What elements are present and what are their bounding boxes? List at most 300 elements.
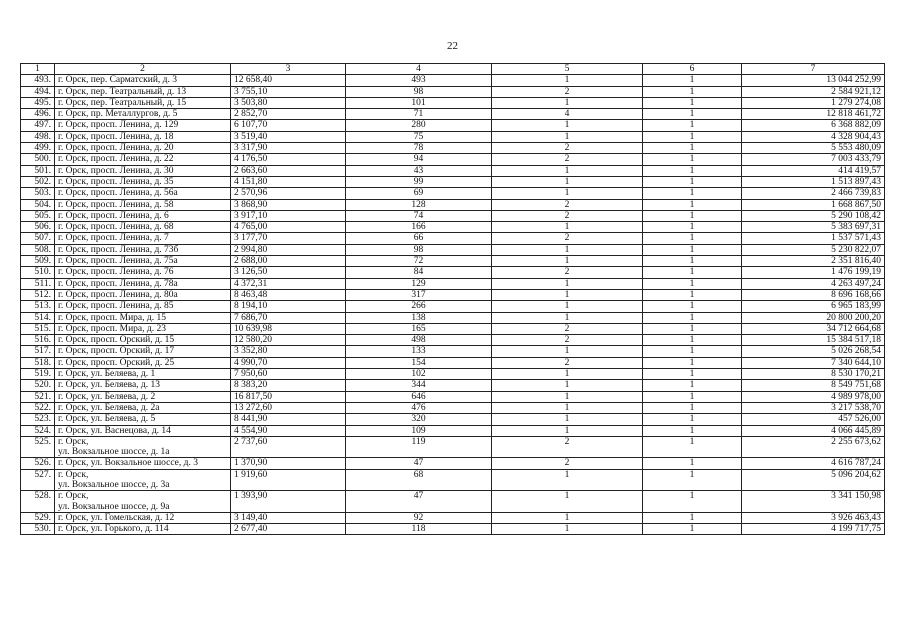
cost-cell: 5 553 480,09 [742,143,885,154]
apartments-cell: 109 [346,425,492,436]
table-row [21,335,885,346]
cost-cell: 4 328 904,43 [742,131,885,142]
table-row [21,199,885,210]
cost-cell: 5 026 268,54 [742,346,885,357]
table-row [21,75,885,86]
area-cell: 8 463,48 [231,289,346,300]
column-6-cell: 1 [643,199,742,210]
cost-cell: 8 530 170,21 [742,369,885,380]
cost-cell: 1 537 571,43 [742,233,885,244]
cost-cell: 2 255 673,62 [742,436,885,458]
cost-cell: 457 526,00 [742,414,885,425]
area-cell: 10 639,98 [231,323,346,334]
row-number-cell: 504. [21,199,55,210]
row-number-cell: 513. [21,301,55,312]
cost-cell: 5 096 204,62 [742,469,885,491]
area-cell: 1 393,90 [231,491,346,513]
table-row [21,233,885,244]
table-row [21,143,885,154]
address-cell: г. Орск, просп. Ленина, д. 75а [55,256,231,267]
cost-cell: 34 712 664,68 [742,323,885,334]
cost-cell: 3 926 463,43 [742,512,885,523]
column-header: 6 [643,64,742,75]
address-cell: г. Орск, просп. Ленина, д. 85 [55,301,231,312]
table-row [21,131,885,142]
address-cell: г. Орск, пер. Театральный, д. 15 [55,97,231,108]
column-5-cell: 1 [492,278,643,289]
column-header: 1 [21,64,55,75]
table-row [21,512,885,523]
area-cell: 8 383,20 [231,380,346,391]
column-5-cell: 4 [492,109,643,120]
apartments-cell: 47 [346,458,492,469]
area-cell: 3 352,80 [231,346,346,357]
column-6-cell: 1 [643,312,742,323]
address-cell [55,436,231,458]
area-cell: 8 441,90 [231,414,346,425]
column-5-cell: 2 [492,143,643,154]
area-cell: 2 688,00 [231,256,346,267]
apartments-cell: 98 [346,244,492,255]
row-number-cell: 525. [21,436,55,458]
column-6-cell: 1 [643,369,742,380]
column-6-cell: 1 [643,458,742,469]
column-header: 7 [742,64,885,75]
row-number-cell: 527. [21,469,55,491]
cost-cell: 2 351 816,40 [742,256,885,267]
row-number-cell: 507. [21,233,55,244]
apartments-cell: 74 [346,210,492,221]
cost-cell: 20 800 200,20 [742,312,885,323]
apartments-cell: 101 [346,97,492,108]
address-cell: г. Орск, просп. Ленина, д. 129 [55,120,231,131]
cost-cell: 8 549 751,68 [742,380,885,391]
table-row [21,210,885,221]
apartments-cell: 266 [346,301,492,312]
column-5-cell: 2 [492,86,643,97]
apartments-cell: 98 [346,86,492,97]
area-cell: 13 272,60 [231,402,346,413]
address-line-1: г. Орск, [58,491,89,502]
apartments-cell: 66 [346,233,492,244]
address-cell: г. Орск, просп. Ленина, д. 76 [55,267,231,278]
apartments-cell: 133 [346,346,492,357]
address-cell: г. Орск, ул. Беляева, д. 2а [55,402,231,413]
table-row [21,312,885,323]
column-6-cell: 1 [643,176,742,187]
table-row [21,86,885,97]
apartments-cell: 138 [346,312,492,323]
table-row [21,425,885,436]
column-5-cell: 1 [492,346,643,357]
column-6-cell: 1 [643,131,742,142]
cost-cell: 4 066 445,89 [742,425,885,436]
column-6-cell: 1 [643,210,742,221]
area-cell: 7 950,60 [231,369,346,380]
row-number-cell: 509. [21,256,55,267]
column-5-cell: 1 [492,402,643,413]
row-number-cell: 524. [21,425,55,436]
apartments-cell: 84 [346,267,492,278]
address-cell: г. Орск, просп. Ленина, д. 35 [55,176,231,187]
row-number-cell: 508. [21,244,55,255]
address-cell: г. Орск, пер. Театральный, д. 13 [55,86,231,97]
row-number-cell: 499. [21,143,55,154]
column-header: 3 [231,64,346,75]
area-cell: 12 580,20 [231,335,346,346]
area-cell: 3 317,90 [231,143,346,154]
column-5-cell: 2 [492,210,643,221]
column-6-cell: 1 [643,357,742,368]
area-cell: 2 852,70 [231,109,346,120]
area-cell: 6 107,70 [231,120,346,131]
table-row [21,469,885,491]
apartments-cell: 78 [346,143,492,154]
row-number-cell: 493. [21,75,55,86]
row-number-cell: 514. [21,312,55,323]
column-6-cell: 1 [643,512,742,523]
cost-cell: 7 340 644,10 [742,357,885,368]
row-number-cell: 506. [21,222,55,233]
area-cell: 4 554,90 [231,425,346,436]
column-5-cell: 2 [492,458,643,469]
column-6-cell: 1 [643,267,742,278]
column-5-cell: 1 [492,425,643,436]
address-line-2: ул. Вокзальное шоссе, д. 3а [58,479,170,490]
column-6-cell: 1 [643,120,742,131]
address-cell [55,469,231,491]
column-5-cell: 1 [492,75,643,86]
column-6-cell: 1 [643,109,742,120]
address-cell: г. Орск, ул. Вокзальное шоссе, д. 3 [55,458,231,469]
column-6-cell: 1 [643,244,742,255]
address-cell: г. Орск, ул. Васнецова, д. 14 [55,425,231,436]
column-5-cell: 2 [492,436,643,458]
apartments-cell: 344 [346,380,492,391]
cost-cell: 3 217 538,70 [742,402,885,413]
column-6-cell: 1 [643,436,742,458]
table-row [21,491,885,513]
address-cell: г. Орск, просп. Ленина, д. 68 [55,222,231,233]
column-6-cell: 1 [643,233,742,244]
row-number-cell: 528. [21,491,55,513]
table-row [21,278,885,289]
row-number-cell: 494. [21,86,55,97]
row-number-cell: 516. [21,335,55,346]
row-number-cell: 518. [21,357,55,368]
row-number-cell: 510. [21,267,55,278]
area-cell: 3 126,50 [231,267,346,278]
column-5-cell: 1 [492,97,643,108]
area-cell: 3 149,40 [231,512,346,523]
row-number-cell: 530. [21,524,55,535]
table-row [21,301,885,312]
row-number-cell: 517. [21,346,55,357]
table-body [21,75,885,535]
table-row [21,154,885,165]
column-6-cell: 1 [643,301,742,312]
address-cell: г. Орск, просп. Ленина, д. 20 [55,143,231,154]
cost-cell: 5 230 822,07 [742,244,885,255]
column-5-cell: 1 [492,369,643,380]
row-number-cell: 511. [21,278,55,289]
address-cell: г. Орск, ул. Беляева, д. 13 [55,380,231,391]
apartments-cell: 71 [346,109,492,120]
column-5-cell: 1 [492,256,643,267]
column-6-cell: 1 [643,86,742,97]
column-6-cell: 1 [643,165,742,176]
address-cell [55,491,231,513]
apartments-cell: 102 [346,369,492,380]
table-row [21,289,885,300]
area-cell: 2 663,60 [231,165,346,176]
row-number-cell: 502. [21,176,55,187]
column-6-cell: 1 [643,256,742,267]
column-5-cell: 2 [492,323,643,334]
area-cell: 7 686,70 [231,312,346,323]
cost-cell: 7 003 433,79 [742,154,885,165]
column-6-cell: 1 [643,97,742,108]
column-5-cell: 1 [492,244,643,255]
table-row [21,369,885,380]
apartments-cell: 128 [346,199,492,210]
cost-cell: 1 513 897,43 [742,176,885,187]
address-line-1: г. Орск, [58,469,89,480]
cost-cell: 2 466 739,83 [742,188,885,199]
row-number-cell: 501. [21,165,55,176]
apartments-cell: 119 [346,436,492,458]
row-number-cell: 522. [21,402,55,413]
column-header: 2 [55,64,231,75]
area-cell: 3 755,10 [231,86,346,97]
row-number-cell: 496. [21,109,55,120]
cost-cell: 15 384 517,18 [742,335,885,346]
apartments-cell: 69 [346,188,492,199]
column-5-cell: 2 [492,154,643,165]
row-number-cell: 497. [21,120,55,131]
column-5-cell: 1 [492,469,643,491]
column-5-cell: 1 [492,524,643,535]
row-number-cell: 498. [21,131,55,142]
address-cell: г. Орск, просп. Ленина, д. 6 [55,210,231,221]
column-header: 4 [346,64,492,75]
column-5-cell: 1 [492,222,643,233]
cost-cell: 3 341 150,98 [742,491,885,513]
table-row [21,109,885,120]
apartments-cell: 129 [346,278,492,289]
apartments-cell: 47 [346,491,492,513]
cost-cell: 414 419,57 [742,165,885,176]
column-5-cell: 1 [492,414,643,425]
cost-cell: 4 263 497,24 [742,278,885,289]
column-5-cell: 1 [492,380,643,391]
address-cell: г. Орск, ул. Беляева, д. 1 [55,369,231,380]
apartments-cell: 43 [346,165,492,176]
apartments-cell: 154 [346,357,492,368]
apartments-cell: 68 [346,469,492,491]
address-cell: г. Орск, просп. Орский, д. 17 [55,346,231,357]
table-row [21,222,885,233]
address-cell: г. Орск, просп. Ленина, д. 58 [55,199,231,210]
cost-cell: 5 290 108,42 [742,210,885,221]
area-cell: 1 919,60 [231,469,346,491]
apartments-cell: 646 [346,391,492,402]
address-line-1: г. Орск, [58,436,89,447]
column-6-cell: 1 [643,425,742,436]
column-5-cell: 2 [492,357,643,368]
address-cell: г. Орск, ул. Гомельская, д. 12 [55,512,231,523]
column-6-cell: 1 [643,154,742,165]
row-number-cell: 526. [21,458,55,469]
cost-cell: 2 584 921,12 [742,86,885,97]
column-5-cell: 1 [492,289,643,300]
column-6-cell: 1 [643,491,742,513]
apartments-cell: 72 [346,256,492,267]
area-cell: 1 370,90 [231,458,346,469]
address-cell: г. Орск, ул. Беляева, д. 5 [55,414,231,425]
cost-cell: 12 818 461,72 [742,109,885,120]
apartments-cell: 476 [346,402,492,413]
cost-cell: 4 616 787,24 [742,458,885,469]
address-cell: г. Орск, пр. Металлургов, д. 5 [55,109,231,120]
cost-cell: 6 965 183,99 [742,301,885,312]
column-6-cell: 1 [643,323,742,334]
table-row [21,323,885,334]
table-row [21,97,885,108]
address-cell: г. Орск, просп. Ленина, д. 78а [55,278,231,289]
column-6-cell: 1 [643,222,742,233]
cost-cell: 6 368 882,09 [742,120,885,131]
column-6-cell: 1 [643,380,742,391]
column-5-cell: 1 [492,120,643,131]
address-cell: г. Орск, просп. Орский, д. 25 [55,357,231,368]
address-cell: г. Орск, просп. Ленина, д. 7 [55,233,231,244]
apartments-cell: 498 [346,335,492,346]
table-row [21,188,885,199]
row-number-cell: 503. [21,188,55,199]
apartments-cell: 320 [346,414,492,425]
column-header: 5 [492,64,643,75]
row-number-cell: 515. [21,323,55,334]
apartments-cell: 493 [346,75,492,86]
address-cell: г. Орск, просп. Ленина, д. 22 [55,154,231,165]
apartments-cell: 94 [346,154,492,165]
table-row [21,391,885,402]
address-cell: г. Орск, просп. Ленина, д. 56а [55,188,231,199]
cost-cell: 1 279 274,08 [742,97,885,108]
area-cell: 16 817,50 [231,391,346,402]
area-cell: 3 503,80 [231,97,346,108]
table-row [21,402,885,413]
area-cell: 4 765,00 [231,222,346,233]
table-row [21,176,885,187]
area-cell: 3 177,70 [231,233,346,244]
area-cell: 3 519,40 [231,131,346,142]
area-cell: 4 176,50 [231,154,346,165]
apartments-cell: 317 [346,289,492,300]
area-cell: 2 994,80 [231,244,346,255]
address-cell: г. Орск, просп. Мира, д. 15 [55,312,231,323]
column-6-cell: 1 [643,346,742,357]
column-5-cell: 1 [492,512,643,523]
apartments-cell: 75 [346,131,492,142]
column-5-cell: 1 [492,491,643,513]
column-6-cell: 1 [643,524,742,535]
address-cell: г. Орск, пер. Сарматский, д. 3 [55,75,231,86]
area-cell: 2 570,96 [231,188,346,199]
apartments-cell: 92 [346,512,492,523]
column-5-cell: 1 [492,188,643,199]
table-row [21,524,885,535]
address-cell: г. Орск, просп. Мира, д. 23 [55,323,231,334]
row-number-cell: 523. [21,414,55,425]
apartments-cell: 165 [346,323,492,334]
column-5-cell: 2 [492,267,643,278]
column-6-cell: 1 [643,414,742,425]
address-line-2: ул. Вокзальное шоссе, д. 9а [58,501,170,512]
column-6-cell: 1 [643,289,742,300]
column-5-cell: 2 [492,199,643,210]
address-cell: г. Орск, ул. Горького, д. 114 [55,524,231,535]
apartments-cell: 118 [346,524,492,535]
cost-cell: 8 696 168,66 [742,289,885,300]
area-cell: 3 917,10 [231,210,346,221]
cost-cell: 4 199 717,75 [742,524,885,535]
column-6-cell: 1 [643,188,742,199]
column-5-cell: 1 [492,312,643,323]
address-cell: г. Орск, просп. Орский, д. 15 [55,335,231,346]
column-5-cell: 1 [492,391,643,402]
column-6-cell: 1 [643,143,742,154]
table-row [21,165,885,176]
column-5-cell: 2 [492,233,643,244]
address-cell: г. Орск, просп. Ленина, д. 80а [55,289,231,300]
column-6-cell: 1 [643,75,742,86]
column-5-cell: 1 [492,176,643,187]
table-row [21,256,885,267]
address-line-2: ул. Вокзальное шоссе, д. 1а [58,447,170,458]
address-cell: г. Орск, просп. Ленина, д. 30 [55,165,231,176]
column-5-cell: 1 [492,131,643,142]
row-number-cell: 520. [21,380,55,391]
table-row [21,458,885,469]
table-row [21,346,885,357]
registry-table [20,63,885,535]
row-number-cell: 500. [21,154,55,165]
column-5-cell: 1 [492,165,643,176]
cost-cell: 1 476 199,19 [742,267,885,278]
row-number-cell: 495. [21,97,55,108]
column-6-cell: 1 [643,402,742,413]
row-number-cell: 529. [21,512,55,523]
row-number-cell: 521. [21,391,55,402]
cost-cell: 5 383 697,31 [742,222,885,233]
row-number-cell: 512. [21,289,55,300]
area-cell: 8 194,10 [231,301,346,312]
area-cell: 12 658,40 [231,75,346,86]
area-cell: 4 372,31 [231,278,346,289]
cost-cell: 4 989 978,00 [742,391,885,402]
table-row [21,244,885,255]
apartments-cell: 99 [346,176,492,187]
table-row [21,436,885,458]
page-number: 22 [447,40,458,52]
column-6-cell: 1 [643,335,742,346]
area-cell: 2 737,60 [231,436,346,458]
area-cell: 3 868,90 [231,199,346,210]
table-row [21,120,885,131]
row-number-cell: 519. [21,369,55,380]
